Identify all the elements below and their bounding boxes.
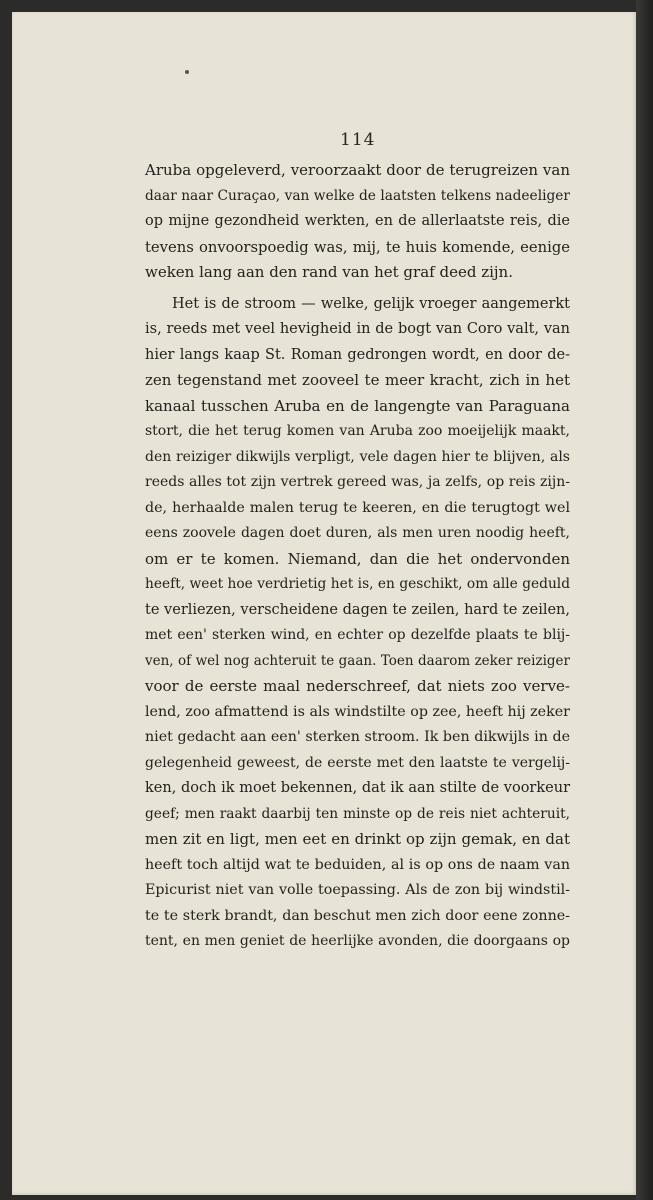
text-line: stort, die het terug komen van Aruba zoo moeijelijk maakt, bbox=[145, 423, 570, 439]
text-line: de, herhaalde malen terug te keeren, en die terugtogt wel bbox=[145, 499, 570, 516]
text-line: lend, zoo afmattend is als windstilte op zee, heeft hij zeker bbox=[145, 703, 570, 720]
text-line: niet gedacht aan een' sterken stroom. Ik ben dikwijls in de bbox=[145, 729, 570, 745]
text-line: op mijne gezondheid werkten, en de allerlaatste reis, die bbox=[145, 213, 570, 229]
text-line: heeft, weet hoe verdrietig het is, en geschikt, om alle geduld bbox=[145, 576, 570, 592]
ink-speck bbox=[185, 70, 189, 74]
text-line: tent, en men geniet de heerlijke avonden, die doorgaans op bbox=[145, 933, 570, 949]
text-line: is, reeds met veel hevigheid in de bogt van Coro valt, van bbox=[145, 321, 570, 337]
text-line: Het is de stroom — welke, gelijk vroeger aangemerkt bbox=[172, 295, 570, 312]
body-text bbox=[145, 158, 570, 955]
text-line: tevens onvoorspoedig was, mij, te huis komende, eenige bbox=[145, 238, 570, 256]
text-line: gelegenheid geweest, de eerste met den laatste te vergelij- bbox=[145, 754, 570, 771]
text-line: eens zoovele dagen doet duren, als men uren noodig heeft, bbox=[145, 525, 570, 541]
text-line: geef; men raakt daarbij ten minste op de reis niet achteruit, bbox=[145, 805, 570, 822]
text-line: Epicurist niet van volle toepassing. Als de zon bij windstil- bbox=[145, 882, 570, 898]
text-line: den reiziger dikwijls verpligt, vele dagen hier te blijven, als bbox=[145, 448, 570, 465]
text-line: Aruba opgeleverd, veroorzaakt door de terugreizen van bbox=[145, 161, 570, 179]
book-edge bbox=[636, 0, 653, 1200]
text-line: om er te komen. Niemand, dan die het ondervonden bbox=[145, 549, 570, 568]
text-line: voor de eerste maal nederschreef, dat niets zoo verve- bbox=[145, 677, 570, 695]
text-line: te verliezen, verscheidene dagen te zeilen, hard te zeilen, bbox=[145, 601, 570, 618]
text-line: te te sterk brandt, dan beschut men zich door eene zonne- bbox=[145, 907, 570, 924]
text-line: ken, doch ik moet bekennen, dat ik aan stilte de voorkeur bbox=[145, 780, 570, 796]
text-line: reeds alles tot zijn vertrek gereed was, ja zelfs, op reis zijn- bbox=[145, 474, 570, 490]
text-line: kanaal tusschen Aruba en de langengte van Paraguana bbox=[145, 396, 570, 415]
text-line: hier langs kaap St. Roman gedrongen wordt, en door de- bbox=[145, 346, 570, 363]
page-number: 114 bbox=[340, 130, 376, 150]
text-line: daar naar Curaçao, van welke de laatsten telkens nadeeliger bbox=[145, 187, 570, 204]
text-line: heeft toch altijd wat te beduiden, al is op ons de naam van bbox=[145, 856, 570, 873]
text-line: men zit en ligt, men eet en drinkt op zijn gemak, en dat bbox=[145, 830, 570, 848]
text-line: met een' sterken wind, en echter op dezelfde plaats te blij- bbox=[145, 627, 570, 643]
text-line: ven, of wel nog achteruit te gaan. Toen daarom zeker reiziger bbox=[145, 652, 570, 669]
text-line: weken lang aan den rand van het graf deed zijn. bbox=[145, 263, 513, 281]
text-line: zen tegenstand met zooveel te meer kracht, zich in het bbox=[145, 371, 570, 389]
